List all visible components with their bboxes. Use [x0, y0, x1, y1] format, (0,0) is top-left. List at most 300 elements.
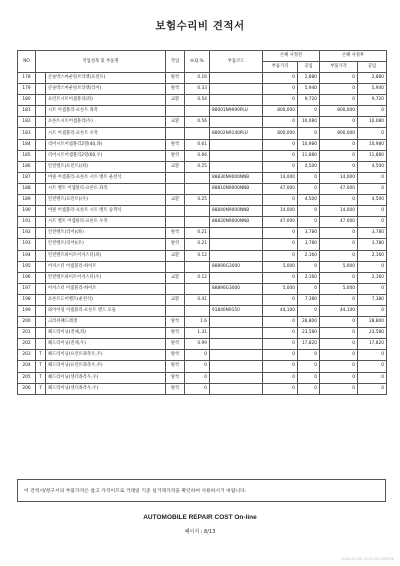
cell-part-price-after: 5,000 — [320, 283, 358, 294]
cell-item-name: 시트 벨트 어셈블리-프론트 우측 — [46, 217, 166, 228]
cell-labor-before: 2,880 — [298, 73, 320, 84]
cell-no: 197 — [18, 283, 36, 294]
cell-part-price-after: 0 — [320, 250, 358, 261]
cell-job: 교환 — [166, 272, 185, 283]
cell-part-code: 88840N9000NNB — [210, 206, 263, 217]
cell-no: 188 — [18, 183, 36, 194]
cell-labor-before: 23,580 — [298, 328, 320, 339]
header-work: 작업설목 및 부품명 — [36, 51, 166, 73]
cell-labor-after: 2,160 — [358, 272, 387, 283]
cell-part-price-after: 0 — [320, 372, 358, 383]
cell-part-code — [210, 95, 263, 106]
cell-job — [166, 217, 185, 228]
table-row — [18, 317, 387, 328]
cell-part-price-before: 5,000 — [263, 261, 298, 272]
cell-mark: T — [36, 350, 46, 361]
cell-part-code — [210, 139, 263, 150]
cell-part-price-after: 0 — [320, 73, 358, 84]
cell-part-price-after: 800,000 — [320, 106, 358, 117]
cell-no: 205 — [18, 372, 36, 383]
cell-mark — [36, 217, 46, 228]
table-body — [18, 73, 387, 395]
cell-mark — [36, 161, 46, 172]
cell-part-price-before: 0 — [263, 317, 298, 328]
header-group-before: 손해 사정전 — [263, 51, 320, 62]
cell-job: 탈착 — [166, 239, 185, 250]
table-row — [18, 272, 387, 283]
cell-no: 195 — [18, 261, 36, 272]
cell-item-name: 시트 어셈블리-프론트 좌측 — [46, 106, 166, 117]
cell-item-name: 안전벨트하이트어저스터(우) — [46, 272, 166, 283]
table-row — [18, 95, 387, 106]
cell-job — [166, 206, 185, 217]
cell-labor-after: 28,800 — [358, 317, 387, 328]
cell-labor-after: 4,500 — [358, 161, 387, 172]
table-row — [18, 84, 387, 95]
cell-labor-after: 5,940 — [358, 84, 387, 95]
cell-job — [166, 128, 185, 139]
disclaimer-note: 이 견적서/청구서의 부품가격은 참고 가격이므로 거래일 기준 실거래가격을 확인하여 사용하시기 바랍니다. — [17, 479, 386, 502]
cell-part-price-after: 0 — [320, 350, 358, 361]
cell-no: 182 — [18, 117, 36, 128]
cell-labor-before: 3,780 — [298, 228, 320, 239]
table-row — [18, 228, 387, 239]
cell-mark — [36, 95, 46, 106]
cell-mark — [36, 317, 46, 328]
cell-hq — [185, 217, 210, 228]
table-row — [18, 372, 387, 383]
cell-no: 204 — [18, 361, 36, 372]
cell-part-price-after: 47,000 — [320, 217, 358, 228]
cell-part-price-after: 0 — [320, 95, 358, 106]
table-row — [18, 195, 387, 206]
cell-mark — [36, 139, 46, 150]
cell-mark — [36, 228, 46, 239]
cell-item-name: 어저스터 어셈블리-하이트 — [46, 261, 166, 272]
cell-job: 탈착 — [166, 139, 185, 150]
cell-mark — [36, 239, 46, 250]
cell-part-price-before: 0 — [263, 73, 298, 84]
estimate-table — [17, 50, 387, 395]
cell-hq: 0 — [185, 361, 210, 372]
cell-hq — [185, 128, 210, 139]
cell-labor-after: 11,880 — [358, 150, 387, 161]
cell-job: 교환 — [166, 161, 185, 172]
table-row — [18, 261, 387, 272]
table-row — [18, 350, 387, 361]
cell-job: 탈착 — [166, 383, 185, 394]
cell-item-name: 안전벨트(리어)(좌) — [46, 228, 166, 239]
cell-labor-after: 7,380 — [358, 294, 387, 305]
cell-part-price-before: 0 — [263, 139, 298, 150]
cell-part-price-before: 0 — [263, 117, 298, 128]
cell-part-code — [210, 161, 263, 172]
cell-item-name: 버클 어셈블리-프론트 시트 벨트 승객석 — [46, 206, 166, 217]
cell-labor-after: 0 — [358, 183, 387, 194]
cell-part-price-before: 800,000 — [263, 128, 298, 139]
cell-item-name: 콘솔박스마운팅브라켓(리어) — [46, 84, 166, 95]
cell-labor-before: 0 — [298, 383, 320, 394]
cell-part-price-after: 0 — [320, 328, 358, 339]
cell-part-price-before: 0 — [263, 350, 298, 361]
cell-no: 187 — [18, 172, 36, 183]
cell-item-name: 어저스터 어셈블리-하이트 — [46, 283, 166, 294]
cell-no: 180 — [18, 95, 36, 106]
cell-part-code — [210, 73, 263, 84]
table-header — [18, 51, 387, 73]
cell-job: 탈착 — [166, 328, 185, 339]
cell-hq: 0 — [185, 350, 210, 361]
cell-no: 202 — [18, 339, 36, 350]
cell-no: 198 — [18, 294, 36, 305]
cell-labor-after: 0 — [358, 383, 387, 394]
cell-part-code: 91840N9150 — [210, 305, 263, 316]
cell-labor-before: 9,720 — [298, 95, 320, 106]
cell-job: 탈착 — [166, 372, 185, 383]
cell-item-name: 시트 벨트 어셈블리-프론트 좌측 — [46, 183, 166, 194]
cell-labor-after: 23,580 — [358, 328, 387, 339]
cell-item-name: 버클 어셈블리-프론트 시트 벨트 운전석 — [46, 172, 166, 183]
cell-job — [166, 172, 185, 183]
cell-hq — [185, 172, 210, 183]
cell-item-name: 안전벨트(리어)(우) — [46, 239, 166, 250]
cell-no: 178 — [18, 73, 36, 84]
cell-job: 탈착 — [166, 361, 185, 372]
cell-item-name: 리어시트어셈블리2열(60,우) — [46, 150, 166, 161]
cell-part-price-after: 14,000 — [320, 206, 358, 217]
cell-labor-before: 7,380 — [298, 294, 320, 305]
cell-job: 교환 — [166, 250, 185, 261]
cell-hq: 0 — [185, 383, 210, 394]
cell-part-code — [210, 372, 263, 383]
table-row — [18, 361, 387, 372]
table-row — [18, 239, 387, 250]
page-number: 페이지 : 8/13 — [184, 529, 216, 535]
cell-labor-before: 4,500 — [298, 195, 320, 206]
cell-labor-after: 0 — [358, 261, 387, 272]
cell-item-name: 헤드라이닝(전체,좌) — [46, 328, 166, 339]
cell-part-code — [210, 383, 263, 394]
cell-hq: 0.61 — [185, 139, 210, 150]
cell-part-price-after: 0 — [320, 117, 358, 128]
cell-mark — [36, 84, 46, 95]
table-row — [18, 117, 387, 128]
cell-hq: 0.16 — [185, 73, 210, 84]
cell-labor-before: 0 — [298, 106, 320, 117]
cell-part-code: 88001N9090PLU — [210, 106, 263, 117]
cell-labor-before: 5,940 — [298, 84, 320, 95]
cell-no: 185 — [18, 150, 36, 161]
cell-labor-before: 2,160 — [298, 272, 320, 283]
cell-hq: 0 — [185, 372, 210, 383]
cell-mark — [36, 328, 46, 339]
cell-job: 탈착 — [166, 350, 185, 361]
cell-part-code: 88002N9140PLU — [210, 128, 263, 139]
cell-hq: 1.31 — [185, 328, 210, 339]
header-group-after: 손해 사정후 — [320, 51, 387, 62]
cell-part-code — [210, 294, 263, 305]
cell-labor-before: 28,800 — [298, 317, 320, 328]
cell-job — [166, 261, 185, 272]
cell-job: 탈착 — [166, 317, 185, 328]
cell-no: 193 — [18, 239, 36, 250]
cell-part-code: 88890G3000 — [210, 261, 263, 272]
header-hq: H.Q.% — [185, 51, 210, 73]
cell-hq: 0.25 — [185, 161, 210, 172]
header-code: 부품코드 — [210, 51, 263, 73]
cell-hq: 0.56 — [185, 117, 210, 128]
table-row — [18, 206, 387, 217]
cell-part-code — [210, 328, 263, 339]
cell-hq: 0.12 — [185, 272, 210, 283]
cell-hq: 0.99 — [185, 339, 210, 350]
cell-hq: 0.12 — [185, 250, 210, 261]
cell-labor-after: 3,780 — [358, 239, 387, 250]
cell-mark: T — [36, 383, 46, 394]
cell-hq — [185, 283, 210, 294]
cell-job: 탈착 — [166, 73, 185, 84]
cell-part-price-after: 0 — [320, 84, 358, 95]
cell-no: 191 — [18, 217, 36, 228]
cell-item-name: 리어시트어셈블리2열(40,좌) — [46, 139, 166, 150]
cell-part-code — [210, 317, 263, 328]
document-title: 보험수리비 견적서 — [155, 20, 245, 32]
cell-mark — [36, 261, 46, 272]
cell-labor-before: 0 — [298, 172, 320, 183]
cell-item-name: 헤드라이닝(프런트좌측우,우) — [46, 361, 166, 372]
cell-labor-before: 3,780 — [298, 239, 320, 250]
cell-labor-before: 0 — [298, 206, 320, 217]
cell-part-price-before: 44,100 — [263, 305, 298, 316]
cell-part-code: 88830N9000NNB — [210, 172, 263, 183]
header-no: NO — [18, 51, 36, 73]
cell-mark — [36, 206, 46, 217]
cell-part-price-after: 0 — [320, 239, 358, 250]
cell-labor-before: 0 — [298, 283, 320, 294]
cell-part-code — [210, 361, 263, 372]
cell-part-price-after: 800,000 — [320, 128, 358, 139]
header-part-price-before: 부품가격 — [263, 62, 298, 73]
cell-part-price-before: 14,000 — [263, 172, 298, 183]
cell-labor-after: 0 — [358, 128, 387, 139]
cell-part-price-before: 0 — [263, 228, 298, 239]
cell-no: 192 — [18, 228, 36, 239]
cell-part-code — [210, 117, 263, 128]
cell-no: 181 — [18, 106, 36, 117]
cell-part-price-after: 0 — [320, 383, 358, 394]
cell-item-name: 프런트시트어셈블리(좌) — [46, 95, 166, 106]
cell-labor-after: 10,980 — [358, 139, 387, 150]
cell-labor-before: 0 — [298, 261, 320, 272]
cell-item-name: 안전벨트(프런트)(좌) — [46, 161, 166, 172]
cell-mark — [36, 117, 46, 128]
cell-hq: 0.25 — [185, 195, 210, 206]
cell-part-price-before: 0 — [263, 328, 298, 339]
cell-labor-after: 2,160 — [358, 250, 387, 261]
cell-labor-after: 3,780 — [358, 228, 387, 239]
cell-mark — [36, 150, 46, 161]
table-row — [18, 305, 387, 316]
cell-labor-before: 10,980 — [298, 139, 320, 150]
cell-job — [166, 183, 185, 194]
cell-part-price-before: 0 — [263, 294, 298, 305]
cell-labor-before: 0 — [298, 372, 320, 383]
table-row — [18, 139, 387, 150]
cell-part-price-before: 0 — [263, 383, 298, 394]
cell-part-price-before: 0 — [263, 84, 298, 95]
cell-no: 190 — [18, 206, 36, 217]
cell-job: 교환 — [166, 294, 185, 305]
cell-job: 탈착 — [166, 84, 185, 95]
cell-hq: 0.66 — [185, 150, 210, 161]
cell-mark — [36, 250, 46, 261]
cell-job — [166, 106, 185, 117]
cell-item-name: 안전벨트하이트어저스터(좌) — [46, 250, 166, 261]
cell-item-name: 콘솔박스마운팅브라켓(프런트) — [46, 73, 166, 84]
cell-no: 184 — [18, 139, 36, 150]
cell-no: 199 — [18, 305, 36, 316]
cell-part-price-after: 0 — [320, 294, 358, 305]
cell-mark — [36, 172, 46, 183]
cell-part-code — [210, 272, 263, 283]
cell-labor-before: 0 — [298, 350, 320, 361]
cell-labor-before: 11,880 — [298, 150, 320, 161]
cell-labor-after: 2,880 — [358, 73, 387, 84]
header-labor-before: 공임 — [298, 62, 320, 73]
cell-no: 189 — [18, 195, 36, 206]
table-row — [18, 128, 387, 139]
cell-job — [166, 283, 185, 294]
cell-part-price-before: 47,000 — [263, 183, 298, 194]
cell-part-price-after: 0 — [320, 195, 358, 206]
cell-mark — [36, 183, 46, 194]
cell-part-price-before: 5,000 — [263, 283, 298, 294]
cell-labor-before: 0 — [298, 183, 320, 194]
cell-part-code — [210, 239, 263, 250]
cell-labor-before: 0 — [298, 305, 320, 316]
cell-part-code: 88890G3000 — [210, 283, 263, 294]
cell-hq: 0.41 — [185, 294, 210, 305]
cell-part-code — [210, 250, 263, 261]
cell-labor-after: 0 — [358, 350, 387, 361]
cell-part-price-after: 0 — [320, 139, 358, 150]
cell-part-code — [210, 195, 263, 206]
cell-labor-before: 0 — [298, 217, 320, 228]
table-row — [18, 161, 387, 172]
cell-part-price-after: 44,100 — [320, 305, 358, 316]
cell-hq: 0.54 — [185, 95, 210, 106]
cell-mark — [36, 128, 46, 139]
cell-hq: 0.21 — [185, 239, 210, 250]
cell-part-price-before: 0 — [263, 372, 298, 383]
cell-part-price-after: 0 — [320, 317, 358, 328]
cell-hq — [185, 106, 210, 117]
cell-mark — [36, 272, 46, 283]
cell-labor-after: 0 — [358, 372, 387, 383]
cell-labor-before: 2,160 — [298, 250, 320, 261]
print-timestamp: 2024-01-30 14:51:04 0002EE — [341, 557, 394, 561]
cell-labor-after: 10,080 — [358, 117, 387, 128]
table-row — [18, 183, 387, 194]
cell-part-price-after: 47,000 — [320, 183, 358, 194]
cell-labor-before: 0 — [298, 361, 320, 372]
cell-job: 탈착 — [166, 150, 185, 161]
cell-part-price-before: 0 — [263, 95, 298, 106]
cell-labor-before: 0 — [298, 128, 320, 139]
table-row — [18, 217, 387, 228]
cell-labor-after: 0 — [358, 172, 387, 183]
cell-labor-after: 0 — [358, 206, 387, 217]
cell-mark: T — [36, 372, 46, 383]
cell-hq — [185, 305, 210, 316]
cell-item-name: 프론트시트어셈블리(우) — [46, 117, 166, 128]
cell-hq: 0.21 — [185, 228, 210, 239]
cell-labor-after: 0 — [358, 305, 387, 316]
footer-brand: AUTOMOBILE REPAIR COST On-line — [143, 514, 257, 521]
cell-job: 교환 — [166, 117, 185, 128]
cell-labor-after: 0 — [358, 106, 387, 117]
cell-part-price-before: 0 — [263, 195, 298, 206]
cell-mark — [36, 73, 46, 84]
table-row — [18, 283, 387, 294]
header-part-price-after: 부품가격 — [320, 62, 358, 73]
cell-no: 196 — [18, 272, 36, 283]
cell-hq: 1.6 — [185, 317, 210, 328]
cell-labor-after: 4,500 — [358, 195, 387, 206]
cell-labor-before: 10,080 — [298, 117, 320, 128]
cell-job: 탈착 — [166, 339, 185, 350]
cell-mark — [36, 305, 46, 316]
cell-labor-before: 4,500 — [298, 161, 320, 172]
cell-no: 194 — [18, 250, 36, 261]
table-row — [18, 106, 387, 117]
header-labor-after: 공임 — [358, 62, 387, 73]
cell-part-code — [210, 339, 263, 350]
cell-part-price-after: 0 — [320, 339, 358, 350]
cell-item-name: 와이어링 어셈블리-프론트 엔드 모듈 — [46, 305, 166, 316]
cell-item-name: 헤드라이닝(센터좌측우,우) — [46, 372, 166, 383]
cell-mark — [36, 339, 46, 350]
cell-item-name: 크러쉬패드레셋 — [46, 317, 166, 328]
cell-hq — [185, 183, 210, 194]
cell-no: 179 — [18, 84, 36, 95]
cell-part-code: 88820N9000NNB — [210, 217, 263, 228]
cell-part-price-after: 0 — [320, 150, 358, 161]
cell-item-name: 헤드라이닝(프런트좌측우,우) — [46, 350, 166, 361]
cell-labor-after: 0 — [358, 361, 387, 372]
cell-item-name: 시트 어셈블리-프론트 우측 — [46, 128, 166, 139]
cell-labor-after: 17,820 — [358, 339, 387, 350]
cell-job: 탈착 — [166, 228, 185, 239]
table-row — [18, 150, 387, 161]
cell-part-price-before: 0 — [263, 272, 298, 283]
table-row — [18, 339, 387, 350]
cell-part-price-before: 14,000 — [263, 206, 298, 217]
cell-part-price-before: 0 — [263, 161, 298, 172]
cell-part-code — [210, 150, 263, 161]
table-row — [18, 294, 387, 305]
cell-item-name: 프론트도어벨트(운전석) — [46, 294, 166, 305]
table-row — [18, 73, 387, 84]
cell-hq — [185, 206, 210, 217]
cell-job — [166, 305, 185, 316]
cell-mark — [36, 283, 46, 294]
cell-item-name: 안전벨트(프런트)(우) — [46, 195, 166, 206]
cell-part-code: 88810N9000NNB — [210, 183, 263, 194]
cell-no: 183 — [18, 128, 36, 139]
cell-no: 200 — [18, 317, 36, 328]
cell-part-price-before: 47,000 — [263, 217, 298, 228]
